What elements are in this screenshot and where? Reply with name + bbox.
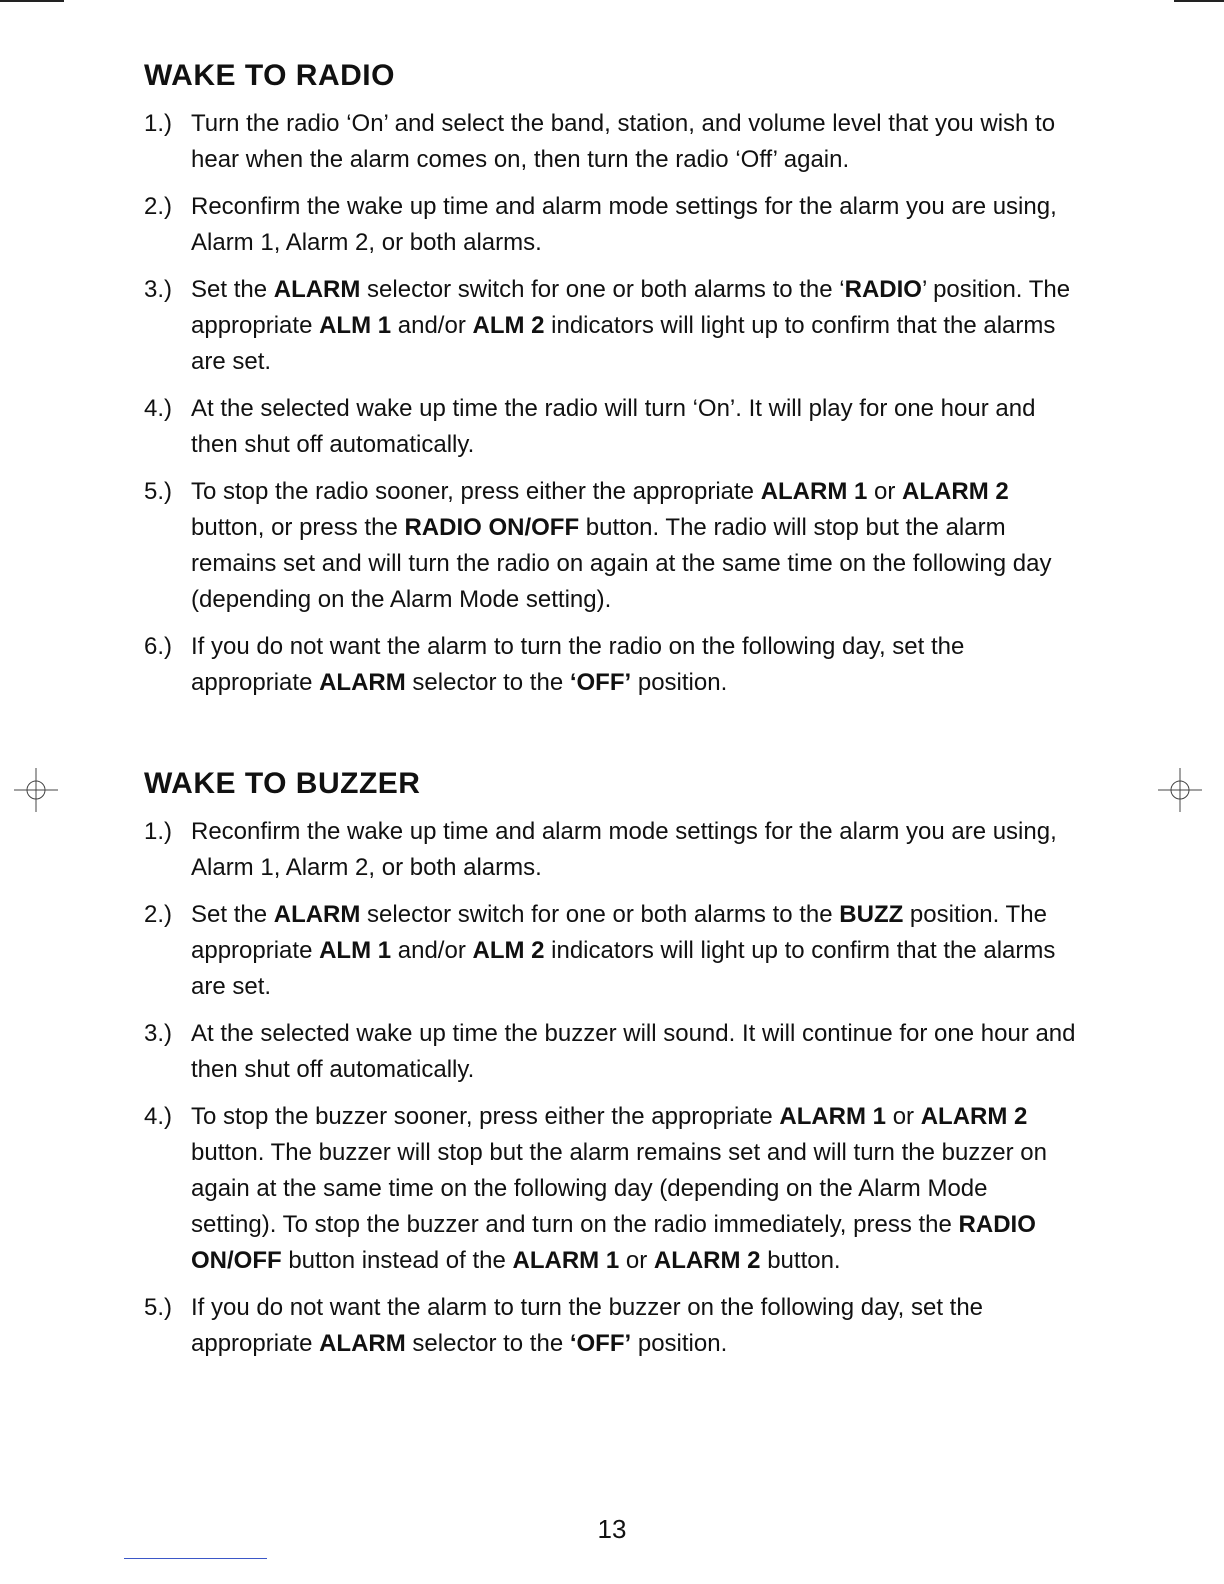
step-item [144,474,1079,618]
step-item [144,272,1079,380]
step-emphasis: ALARM [319,1330,406,1357]
step-emphasis: BUZZ [839,901,904,928]
step-text: position. The appropriate [191,901,1047,964]
crop-mark-top-right [1174,0,1224,2]
step-text: To stop the radio sooner, press either the appropriate [191,478,761,505]
step-text: indicators will light up to confirm that the alarms are set. [191,312,1056,375]
step-number: 5.) [144,478,173,505]
step-item [144,629,1079,701]
step-item [144,1016,1079,1088]
step-text: selector switch for one or both alarms to the [360,901,840,928]
step-emphasis: ALM 1 [319,937,392,964]
step-number: 6.) [144,633,173,660]
step-emphasis: ALM 2 [472,312,545,339]
wake-to-buzzer-section [144,764,1079,1373]
wake-to-radio-section [144,56,1079,712]
step-emphasis: ALARM 1 [779,1103,887,1130]
step-text: and/or [391,937,473,964]
step-item [144,1290,1079,1362]
step-text: At the selected wake up time the radio will turn ‘On’. It will play for one hour and then shut off automatically. [191,395,1036,458]
step-text: or [867,478,903,505]
step-text: selector to the [405,1330,570,1357]
step-text: position. [631,1330,728,1357]
step-emphasis: RADIO [844,276,922,303]
step-text: selector switch for one or both alarms to the ‘ [360,276,845,303]
step-text: selector to the [405,669,570,696]
step-text: To stop the buzzer sooner, press either the appropriate [191,1103,780,1130]
step-number: 3.) [144,1020,173,1047]
step-text: position. [631,669,728,696]
step-emphasis: ‘OFF’ [569,1330,632,1357]
section-title-buzzer: WAKE TO BUZZER [144,767,421,800]
step-emphasis: ALARM 2 [920,1103,1028,1130]
step-text: button. [760,1247,841,1274]
step-emphasis: ALM 2 [472,937,545,964]
step-text: or [619,1247,654,1274]
step-text: Turn the radio ‘On’ and select the band, station, and volume level that you wish to hear when the alarm comes on, then turn the radio ‘Off’ again. [191,110,1056,173]
registration-mark-right-icon [1158,768,1202,812]
step-emphasis: ALARM [273,276,361,303]
page-number: 13 [597,1514,627,1544]
step-text: Reconfirm the wake up time and alarm mode settings for the alarm you are using, Alarm 1, Alarm 2, or both alarms. [191,818,1057,881]
step-number: 3.) [144,276,173,303]
step-text: button, or press the [191,514,405,541]
step-item [144,391,1079,463]
section-title-radio: WAKE TO RADIO [144,59,395,92]
step-item [144,189,1079,261]
crop-mark-top-left [0,0,64,2]
step-number: 4.) [144,395,173,422]
step-emphasis: ALM 1 [319,312,392,339]
step-emphasis: RADIO ON/OFF [191,1211,1036,1274]
step-number: 5.) [144,1294,173,1321]
step-number: 2.) [144,901,173,928]
step-number: 4.) [144,1103,173,1130]
step-text: and/or [391,312,473,339]
step-text: button instead of the [281,1247,513,1274]
step-emphasis: ALARM 1 [760,478,868,505]
step-text: or [886,1103,921,1130]
buzzer-steps-list [144,814,1079,1362]
step-text: button. The radio will stop but the alarm remains set and will turn the radio on again at the same time on the following day (depending on the Alarm Mode setting). [191,514,1052,613]
step-emphasis: ‘OFF’ [569,669,632,696]
step-text: If you do not want the alarm to turn the buzzer on the following day, set the appropriate [191,1294,984,1357]
step-text: indicators will light up to confirm that the alarms are set. [191,937,1056,1000]
step-item [144,897,1079,1005]
step-number: 1.) [144,818,173,845]
step-item [144,106,1079,178]
step-emphasis: ALARM 2 [653,1247,761,1274]
step-text: If you do not want the alarm to turn the radio on the following day, set the appropriate [191,633,965,696]
step-text: Set the [191,276,274,303]
footer-rule [124,1558,267,1559]
step-text: ’ position. The appropriate [191,276,1071,339]
step-text: Reconfirm the wake up time and alarm mode settings for the alarm you are using, Alarm 1, Alarm 2, or both alarms. [191,193,1057,256]
radio-steps-list [144,106,1079,701]
step-item [144,814,1079,886]
step-text: At the selected wake up time the buzzer will sound. It will continue for one hour and then shut off automatically. [191,1020,1076,1083]
registration-mark-left-icon [14,768,58,812]
step-emphasis: ALARM 1 [512,1247,620,1274]
step-number: 2.) [144,193,173,220]
step-emphasis: ALARM [273,901,361,928]
step-emphasis: ALARM 2 [902,478,1009,505]
step-item [144,1099,1079,1279]
step-text: Set the [191,901,274,928]
step-text: button. The buzzer will stop but the alarm remains set and will turn the buzzer on again at the same time on the following day (depending on the Alarm Mode setting). To stop the buzzer and turn on the radio immediately, press the [191,1139,1047,1238]
step-emphasis: ALARM [319,669,406,696]
step-emphasis: RADIO ON/OFF [404,514,580,541]
step-number: 1.) [144,110,173,137]
